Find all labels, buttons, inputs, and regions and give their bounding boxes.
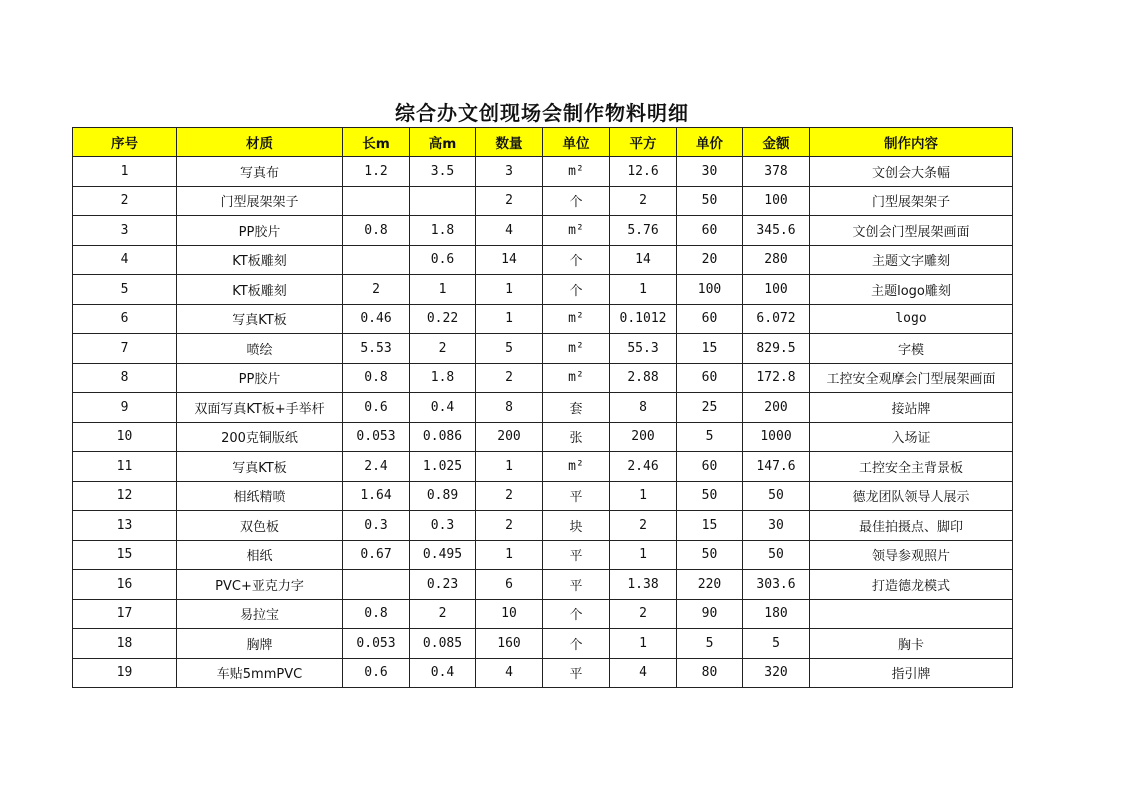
table-cell[interactable]: 50 [677, 186, 743, 216]
table-row [73, 393, 1013, 423]
table-cell[interactable]: 11 [73, 452, 177, 482]
table-row [73, 186, 1013, 216]
table-cell[interactable]: 2 [343, 275, 410, 305]
table-cell[interactable]: 0.23 [410, 570, 476, 600]
table-cell[interactable]: 2 [410, 334, 476, 364]
table-cell[interactable]: 50 [743, 481, 810, 511]
table-cell[interactable]: 30 [743, 511, 810, 541]
table-cell[interactable]: 1.8 [410, 363, 476, 393]
table-cell[interactable]: 147.6 [743, 452, 810, 482]
table-cell[interactable]: 1 [73, 157, 177, 187]
table-cell[interactable]: 个 [543, 629, 610, 659]
table-row [73, 245, 1013, 275]
table-cell[interactable]: 2 [476, 481, 543, 511]
table-cell[interactable]: 1.8 [410, 216, 476, 246]
table-cell[interactable]: 4 [476, 658, 543, 688]
table-cell[interactable]: 1 [610, 540, 677, 570]
table-cell[interactable]: 个 [543, 599, 610, 629]
table-cell[interactable]: 1 [476, 540, 543, 570]
table-cell[interactable]: 2 [610, 511, 677, 541]
table-cell[interactable]: 易拉宝 [177, 599, 343, 629]
table-cell[interactable]: 80 [677, 658, 743, 688]
table-cell[interactable]: 180 [743, 599, 810, 629]
table-cell[interactable]: 50 [677, 540, 743, 570]
table-cell[interactable]: 280 [743, 245, 810, 275]
table-row [73, 363, 1013, 393]
table-cell[interactable]: m² [543, 216, 610, 246]
table-cell[interactable]: logo [810, 304, 1013, 334]
table-cell[interactable]: 2.88 [610, 363, 677, 393]
table-cell[interactable]: 4 [476, 216, 543, 246]
table-cell[interactable]: 7 [73, 334, 177, 364]
table-row [73, 452, 1013, 482]
column-header[interactable]: 序号 [73, 128, 177, 157]
table-cell[interactable]: 0.3 [343, 511, 410, 541]
table-cell[interactable]: 220 [677, 570, 743, 600]
table-cell[interactable]: 160 [476, 629, 543, 659]
table-cell[interactable]: 16 [73, 570, 177, 600]
table-cell[interactable]: 0.6 [343, 658, 410, 688]
table-cell[interactable]: 工控安全主背景板 [810, 452, 1013, 482]
table-cell[interactable]: 3 [73, 216, 177, 246]
table-cell[interactable]: 5 [73, 275, 177, 305]
table-cell[interactable]: 文创会门型展架画面 [810, 216, 1013, 246]
table-row [73, 658, 1013, 688]
table-cell[interactable]: 6 [476, 570, 543, 600]
table-cell[interactable]: 0.053 [343, 422, 410, 452]
table-cell[interactable]: 字模 [810, 334, 1013, 364]
table-body [73, 157, 1013, 688]
table-cell[interactable] [810, 599, 1013, 629]
table-cell[interactable]: m² [543, 452, 610, 482]
table-cell[interactable]: 最佳拍摄点、脚印 [810, 511, 1013, 541]
table-cell[interactable]: 2 [476, 363, 543, 393]
table-cell[interactable]: 378 [743, 157, 810, 187]
table-cell[interactable]: 写真KT板 [177, 304, 343, 334]
table-cell[interactable]: 1.38 [610, 570, 677, 600]
table-cell[interactable]: 18 [73, 629, 177, 659]
table-row [73, 216, 1013, 246]
table-cell[interactable]: 喷绘 [177, 334, 343, 364]
column-header[interactable]: 制作内容 [810, 128, 1013, 157]
table-cell[interactable]: 指引牌 [810, 658, 1013, 688]
table-cell[interactable]: 双色板 [177, 511, 343, 541]
table-cell[interactable]: 14 [476, 245, 543, 275]
table-cell[interactable]: 1000 [743, 422, 810, 452]
table-cell[interactable]: 个 [543, 245, 610, 275]
table-cell[interactable]: 15 [677, 334, 743, 364]
table-cell[interactable]: 200 [610, 422, 677, 452]
table-cell[interactable]: 12 [73, 481, 177, 511]
table-cell[interactable]: 8 [610, 393, 677, 423]
table-cell[interactable]: 个 [543, 275, 610, 305]
table-cell[interactable]: 4 [73, 245, 177, 275]
table-cell[interactable]: 172.8 [743, 363, 810, 393]
table-cell[interactable]: 2.46 [610, 452, 677, 482]
table-cell[interactable]: 块 [543, 511, 610, 541]
table-cell[interactable]: 5.53 [343, 334, 410, 364]
table-cell[interactable]: 门型展架架子 [810, 186, 1013, 216]
table-cell[interactable]: PP胶片 [177, 363, 343, 393]
table-cell[interactable]: 60 [677, 452, 743, 482]
table-cell[interactable]: 50 [677, 481, 743, 511]
table-row [73, 157, 1013, 187]
table-cell[interactable]: 0.8 [343, 216, 410, 246]
table-cell[interactable]: 相纸 [177, 540, 343, 570]
table-row [73, 422, 1013, 452]
table-cell[interactable]: 2 [610, 599, 677, 629]
table-cell[interactable]: 320 [743, 658, 810, 688]
column-header[interactable]: 平方 [610, 128, 677, 157]
table-cell[interactable]: 100 [743, 275, 810, 305]
table-cell[interactable]: m² [543, 363, 610, 393]
table-row [73, 334, 1013, 364]
table-cell[interactable]: 双面写真KT板+手举杆 [177, 393, 343, 423]
table-cell[interactable]: 写真KT板 [177, 452, 343, 482]
table-row [73, 629, 1013, 659]
table-cell[interactable]: 20 [677, 245, 743, 275]
table-cell[interactable]: 50 [743, 540, 810, 570]
table-cell[interactable]: 8 [476, 393, 543, 423]
table-cell[interactable]: 100 [743, 186, 810, 216]
table-cell[interactable]: 文创会大条幅 [810, 157, 1013, 187]
table-cell[interactable]: 90 [677, 599, 743, 629]
table-cell[interactable]: m² [543, 334, 610, 364]
table-cell[interactable]: 15 [677, 511, 743, 541]
table-cell[interactable]: 0.053 [343, 629, 410, 659]
table-cell[interactable]: 1.025 [410, 452, 476, 482]
table-cell[interactable]: 打造德龙模式 [810, 570, 1013, 600]
table-cell[interactable]: 主题logo雕刻 [810, 275, 1013, 305]
table-cell[interactable]: 2 [73, 186, 177, 216]
table-cell[interactable]: 门型展架架子 [177, 186, 343, 216]
table-cell[interactable]: 0.4 [410, 393, 476, 423]
table-cell[interactable]: 12.6 [610, 157, 677, 187]
table-cell[interactable]: 1 [476, 304, 543, 334]
table-cell[interactable]: 17 [73, 599, 177, 629]
column-header[interactable]: 单位 [543, 128, 610, 157]
table-cell[interactable]: 303.6 [743, 570, 810, 600]
table-cell[interactable]: 胸卡 [810, 629, 1013, 659]
table-cell[interactable]: 14 [610, 245, 677, 275]
table-cell[interactable]: 10 [476, 599, 543, 629]
table-row [73, 511, 1013, 541]
table-cell[interactable]: 0.46 [343, 304, 410, 334]
column-header[interactable]: 长m [343, 128, 410, 157]
column-header[interactable]: 数量 [476, 128, 543, 157]
table-cell[interactable]: 相纸精喷 [177, 481, 343, 511]
table-cell[interactable] [343, 245, 410, 275]
table-cell[interactable]: 5 [743, 629, 810, 659]
table-cell[interactable]: 1 [476, 275, 543, 305]
table-cell[interactable]: 0.1012 [610, 304, 677, 334]
table-cell[interactable]: 1.64 [343, 481, 410, 511]
table-cell[interactable]: 0.89 [410, 481, 476, 511]
table-cell[interactable]: 829.5 [743, 334, 810, 364]
table-cell[interactable]: 30 [677, 157, 743, 187]
table-cell[interactable]: 60 [677, 304, 743, 334]
table-cell[interactable]: 4 [610, 658, 677, 688]
table-cell[interactable]: 100 [677, 275, 743, 305]
table-cell[interactable]: 6 [73, 304, 177, 334]
table-cell[interactable]: 0.67 [343, 540, 410, 570]
table-cell[interactable]: 2 [476, 511, 543, 541]
table-cell[interactable]: 0.4 [410, 658, 476, 688]
table-cell[interactable]: 2 [610, 186, 677, 216]
table-cell[interactable]: 8 [73, 363, 177, 393]
table-cell[interactable]: 10 [73, 422, 177, 452]
table-cell[interactable]: 5 [677, 629, 743, 659]
table-cell[interactable] [410, 186, 476, 216]
table-cell[interactable]: 0.8 [343, 363, 410, 393]
table-cell[interactable]: 0.086 [410, 422, 476, 452]
table-cell[interactable]: 主题文字雕刻 [810, 245, 1013, 275]
table-row [73, 540, 1013, 570]
table-cell[interactable]: 5 [677, 422, 743, 452]
table-cell[interactable]: 平 [543, 540, 610, 570]
column-header[interactable]: 高m [410, 128, 476, 157]
table-cell[interactable]: 5.76 [610, 216, 677, 246]
table-row [73, 570, 1013, 600]
table-cell[interactable]: 2 [410, 599, 476, 629]
table-cell[interactable]: 19 [73, 658, 177, 688]
table-row [73, 275, 1013, 305]
table-cell[interactable] [343, 186, 410, 216]
table-cell[interactable]: 工控安全观摩会门型展架画面 [810, 363, 1013, 393]
table-cell[interactable]: 个 [543, 186, 610, 216]
table-cell[interactable]: 0.22 [410, 304, 476, 334]
table-cell[interactable]: 写真布 [177, 157, 343, 187]
table-cell[interactable]: 0.6 [410, 245, 476, 275]
table-cell[interactable]: 55.3 [610, 334, 677, 364]
table-cell[interactable]: KT板雕刻 [177, 275, 343, 305]
table-cell[interactable]: 0.085 [410, 629, 476, 659]
table-cell[interactable]: m² [543, 157, 610, 187]
materials-table [72, 127, 1013, 688]
table-cell[interactable]: 张 [543, 422, 610, 452]
table-cell[interactable]: 1 [610, 481, 677, 511]
table-cell[interactable]: 1 [476, 452, 543, 482]
table-cell[interactable]: 1 [610, 629, 677, 659]
table-cell[interactable]: 领导参观照片 [810, 540, 1013, 570]
table-cell[interactable]: 60 [677, 216, 743, 246]
column-header[interactable]: 材质 [177, 128, 343, 157]
table-cell[interactable]: 2.4 [343, 452, 410, 482]
table-cell[interactable]: 车贴5mmPVC [177, 658, 343, 688]
header-row [73, 128, 1013, 157]
table-cell[interactable]: 1 [410, 275, 476, 305]
table-cell[interactable]: 平 [543, 481, 610, 511]
table-cell[interactable]: 3 [476, 157, 543, 187]
table-cell[interactable]: 2 [476, 186, 543, 216]
table-cell[interactable]: 1.2 [343, 157, 410, 187]
table-cell[interactable]: 200 [476, 422, 543, 452]
table-cell[interactable]: 胸牌 [177, 629, 343, 659]
table-cell[interactable]: 13 [73, 511, 177, 541]
table-cell[interactable]: 3.5 [410, 157, 476, 187]
table-row [73, 599, 1013, 629]
table-cell[interactable]: 德龙团队领导人展示 [810, 481, 1013, 511]
table-cell[interactable]: 25 [677, 393, 743, 423]
table-cell[interactable]: 60 [677, 363, 743, 393]
table-cell[interactable]: 345.6 [743, 216, 810, 246]
table-cell[interactable]: PVC+亚克力字 [177, 570, 343, 600]
table-cell[interactable]: 15 [73, 540, 177, 570]
table-cell[interactable]: 平 [543, 570, 610, 600]
table-cell[interactable]: 0.495 [410, 540, 476, 570]
table-cell[interactable]: 0.3 [410, 511, 476, 541]
table-cell[interactable]: 0.6 [343, 393, 410, 423]
table-cell[interactable]: m² [543, 304, 610, 334]
table-cell[interactable]: 5 [476, 334, 543, 364]
table-cell[interactable]: 入场证 [810, 422, 1013, 452]
table-cell[interactable]: 200 [743, 393, 810, 423]
table-row [73, 304, 1013, 334]
table-cell[interactable]: 200克铜版纸 [177, 422, 343, 452]
table-cell[interactable]: KT板雕刻 [177, 245, 343, 275]
table-cell[interactable]: PP胶片 [177, 216, 343, 246]
table-cell[interactable]: 0.8 [343, 599, 410, 629]
table-cell[interactable] [343, 570, 410, 600]
sheet-title: 综合办文创现场会制作物料明细 [395, 101, 689, 125]
table-cell[interactable]: 平 [543, 658, 610, 688]
table-cell[interactable]: 套 [543, 393, 610, 423]
table-cell[interactable]: 6.072 [743, 304, 810, 334]
column-header[interactable]: 金额 [743, 128, 810, 157]
column-header[interactable]: 单价 [677, 128, 743, 157]
table-row [73, 481, 1013, 511]
table-cell[interactable]: 1 [610, 275, 677, 305]
table-cell[interactable]: 接站牌 [810, 393, 1013, 423]
table-cell[interactable]: 9 [73, 393, 177, 423]
